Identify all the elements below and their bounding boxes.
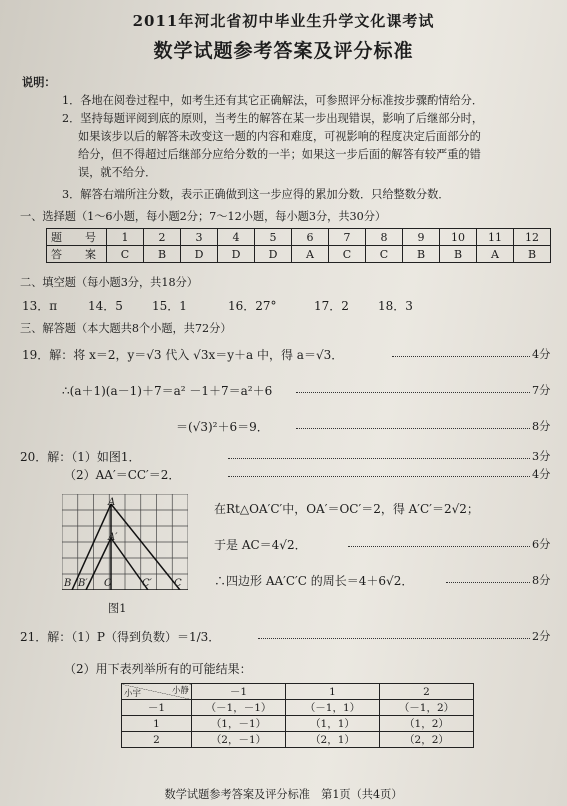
figure-1-grid-diagram <box>62 494 188 590</box>
table-cell: 2 <box>144 229 181 246</box>
table-cell: D <box>255 246 292 263</box>
choice-answer-table <box>46 228 551 263</box>
table-cell: A <box>477 246 514 263</box>
score-leader <box>296 392 530 393</box>
q21-step-1: 21．解：（1）P（得到负数）＝1/3． <box>20 630 221 644</box>
q20-step-2: （2）AA′＝CC′＝2． <box>64 468 181 482</box>
table-cell: B <box>440 246 477 263</box>
question-number-row <box>47 229 551 246</box>
q19-step-1: 19．解：将 x＝2，y＝√3 代入 √3x＝y＋a 中，得 a＝√3． <box>22 348 344 362</box>
note-2c: 给分，但不得超过后继部分应给分数的一半；如果这一步后面的解答有较严重的错 <box>78 148 481 161</box>
table-cell: 12 <box>514 229 551 246</box>
fill-answer-15: 15．1 <box>152 299 187 313</box>
score-leader <box>296 428 530 429</box>
column-header: 2 <box>380 684 474 700</box>
table-cell: C <box>107 246 144 263</box>
table-cell: D <box>181 246 218 263</box>
page-footer: 数学试题参考答案及评分标准 第1页（共4页） <box>164 788 403 801</box>
table-cell: D <box>218 246 255 263</box>
q19-score-1: 4分 <box>532 348 551 361</box>
row-label-numbers: 题 号 <box>47 229 107 246</box>
q20-step-3: 在Rt△OA′C′中，OA′＝OC′＝2，得 A′C′＝2√2； <box>214 502 479 516</box>
table-cell: 6 <box>292 229 329 246</box>
column-header: 1 <box>286 684 380 700</box>
table-row <box>122 716 474 732</box>
column-header: －1 <box>192 684 286 700</box>
score-leader <box>348 546 530 547</box>
table-cell: C <box>329 246 366 263</box>
table-cell: C <box>366 246 403 263</box>
table-cell: （1，1） <box>286 716 380 732</box>
table-cell: B <box>144 246 181 263</box>
table-row <box>122 700 474 716</box>
table-cell: （－1，－1） <box>192 700 286 716</box>
fill-answer-14: 14．5 <box>88 299 123 313</box>
table-header-row <box>122 684 474 700</box>
table-cell: 11 <box>477 229 514 246</box>
table-corner-cell <box>122 684 192 700</box>
q20-score-1: 3分 <box>532 450 551 463</box>
row-header: 2 <box>122 732 192 748</box>
note-3: 3．解答右端所注分数，表示正确做到这一步应得的累加分数．只给整数分数． <box>62 188 450 201</box>
fill-answer-13: 13．π <box>22 299 58 313</box>
corner-label-xiaojing: 小静 <box>171 686 189 696</box>
figure-label-b-prime: B′ <box>78 578 88 589</box>
figure-label-a-prime: A′ <box>108 532 118 543</box>
table-cell: 7 <box>329 229 366 246</box>
figure-label-a: A <box>108 497 116 508</box>
fill-answer-17: 17．2 <box>314 299 349 313</box>
q21-score-1: 2分 <box>532 630 551 643</box>
table-cell: （2，2） <box>380 732 474 748</box>
q20-step-4: 于是 AC＝4√2． <box>214 538 307 552</box>
score-leader <box>446 582 530 583</box>
fill-answer-18: 18．3 <box>378 299 413 313</box>
note-1: 1．各地在阅卷过程中，如考生还有其它正确解法，可参照评分标准按步骤酌情给分． <box>62 94 484 107</box>
table-cell: 3 <box>181 229 218 246</box>
score-leader <box>258 638 530 639</box>
table-cell: （1，2） <box>380 716 474 732</box>
table-cell: （－1，2） <box>380 700 474 716</box>
note-2a: 2．坚持每题评阅到底的原则，当考生的解答在某一步出现错误，影响了后继部分时， <box>62 112 484 125</box>
q20-step-1: 20．解：（1）如图1． <box>20 450 141 464</box>
q20-score-5: 8分 <box>532 574 551 587</box>
table-cell: B <box>514 246 551 263</box>
document-title: 数学试题参考答案及评分标准 <box>153 40 414 62</box>
fill-answer-16: 16．27° <box>228 299 277 313</box>
q19-score-2: 7分 <box>532 384 551 397</box>
note-2d: 误，就不给分． <box>78 166 157 179</box>
corner-label-xiaoyu: 小宇 <box>124 689 142 699</box>
q20-score-2: 4分 <box>532 468 551 481</box>
figure-label-c: C <box>174 578 182 589</box>
figure-label-o: O <box>104 578 113 589</box>
table-row <box>122 732 474 748</box>
score-leader <box>228 476 530 477</box>
row-label-answers: 答 案 <box>47 246 107 263</box>
answer-row <box>47 246 551 263</box>
figure-caption: 图1 <box>108 602 127 615</box>
table-cell: （1，－1） <box>192 716 286 732</box>
table-cell: （－1，1） <box>286 700 380 716</box>
score-leader <box>392 356 530 357</box>
q21-step-2: （2）用下表列举所有的可能结果： <box>64 662 252 676</box>
section-solve-title: 三、解答题（本大题共8个小题，共72分） <box>20 322 232 335</box>
table-cell: A <box>292 246 329 263</box>
table-cell: 4 <box>218 229 255 246</box>
score-leader <box>228 458 530 459</box>
table-cell: （2，－1） <box>192 732 286 748</box>
table-cell: B <box>403 246 440 263</box>
table-cell: 1 <box>107 229 144 246</box>
q20-score-4: 6分 <box>532 538 551 551</box>
row-header: －1 <box>122 700 192 716</box>
notes-label: 说明： <box>22 75 56 89</box>
q20-step-5: ∴四边形 AA′C′C 的周长＝4＋6√2． <box>214 574 414 588</box>
q19-step-2: ∴(a＋1)(a－1)＋7＝a² －1＋7＝a²＋6 <box>62 384 273 398</box>
exam-title: 2011年河北省初中毕业生升学文化课考试 <box>132 12 435 30</box>
section-choice-title: 一、选择题（1～6小题，每小题2分；7～12小题，每小题3分，共30分） <box>20 210 387 223</box>
table-cell: 8 <box>366 229 403 246</box>
outcomes-table <box>121 683 474 748</box>
table-cell: （2，1） <box>286 732 380 748</box>
row-header: 1 <box>122 716 192 732</box>
note-2b: 如果该步以后的解答未改变这一题的内容和难度，可视影响的程度决定后面部分的 <box>78 130 481 143</box>
figure-label-c-prime: C′ <box>142 578 152 589</box>
table-cell: 5 <box>255 229 292 246</box>
figure-label-b: B <box>64 578 72 589</box>
q19-step-3: ＝(√3)²＋6＝9． <box>176 420 269 434</box>
section-fill-title: 二、填空题（每小题3分，共18分） <box>20 276 198 289</box>
q19-score-3: 8分 <box>532 420 551 433</box>
table-cell: 9 <box>403 229 440 246</box>
table-cell: 10 <box>440 229 477 246</box>
